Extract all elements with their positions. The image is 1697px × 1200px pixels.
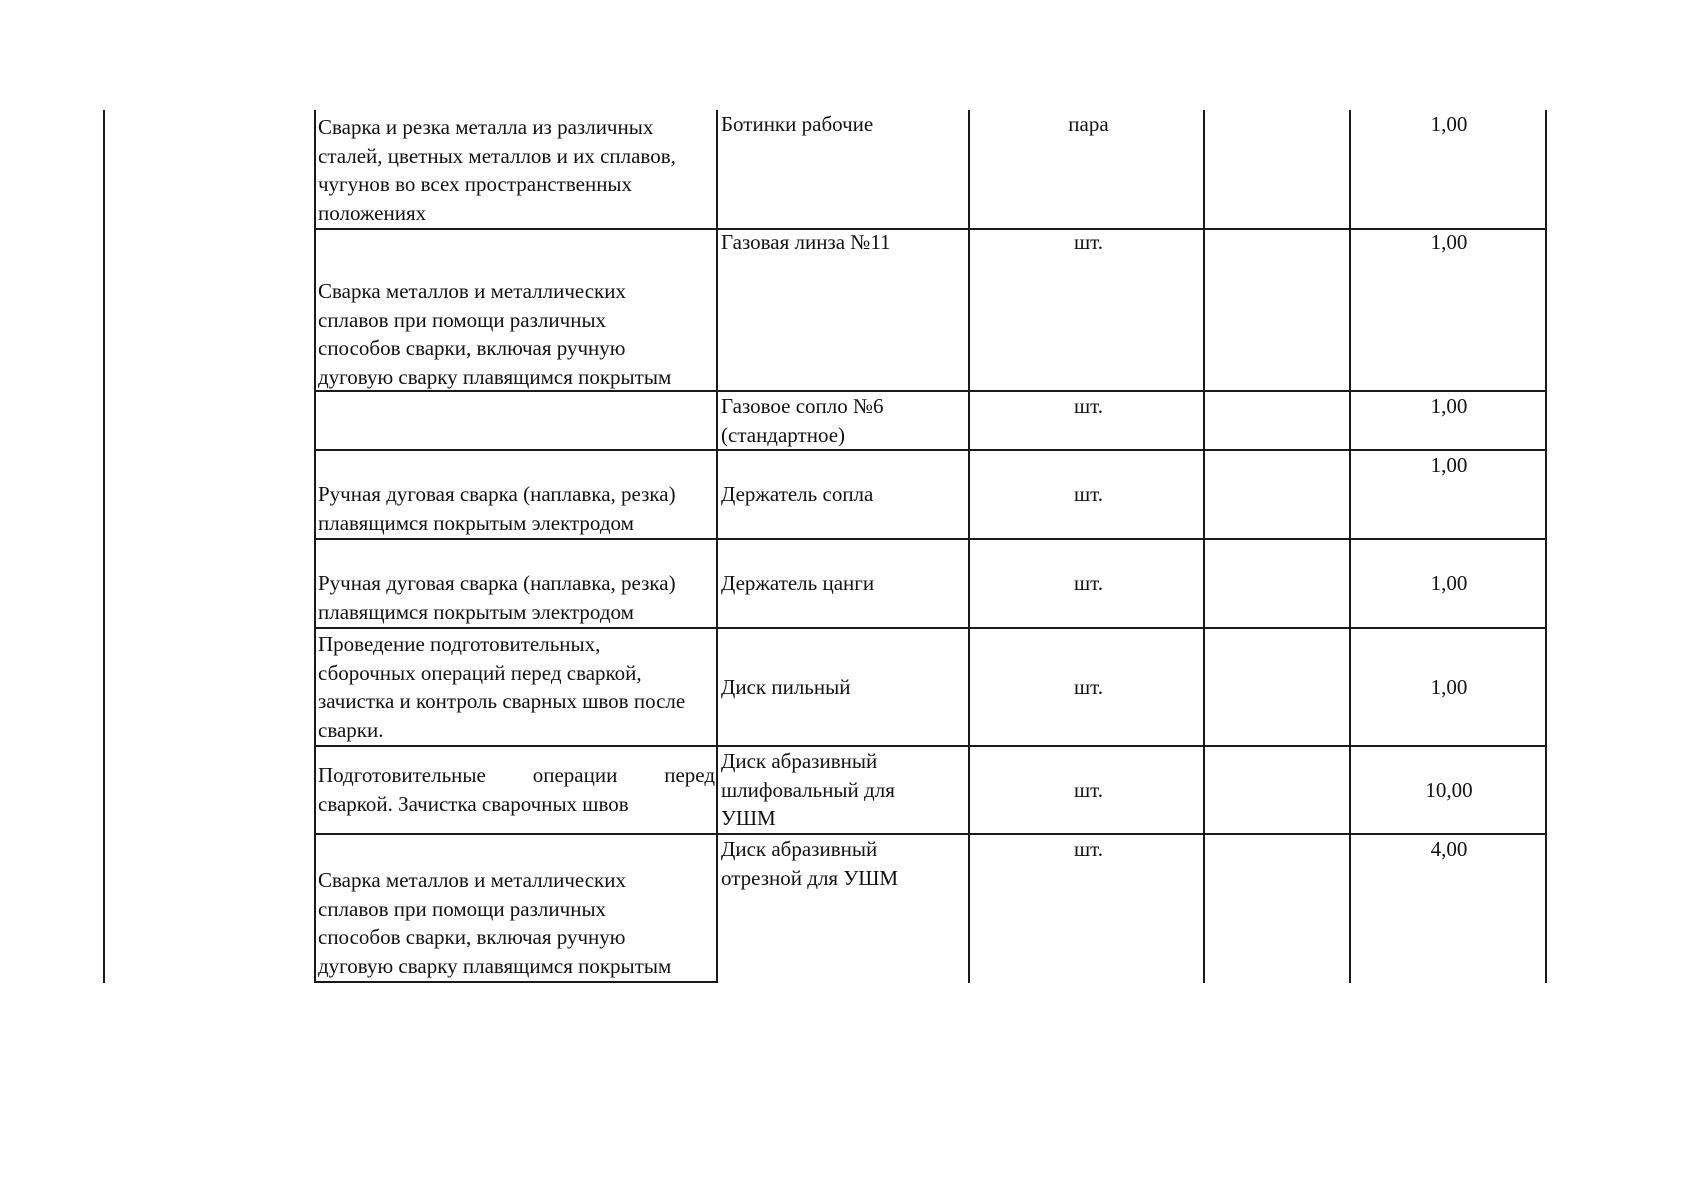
- unit-value: пара: [1068, 112, 1109, 136]
- column-divider-item: [716, 110, 718, 983]
- quantity-value: 1,00: [1430, 675, 1468, 699]
- left-border-line: [103, 110, 105, 983]
- row-separator: [314, 627, 1547, 629]
- work-description: Сварка и резка металла из различных сталей, цветных металлов и их сплавов, чугунов во всех пространственных положениях: [318, 115, 676, 225]
- quantity-value: 1,00: [1430, 394, 1468, 418]
- item-name: Держатель сопла: [721, 482, 874, 506]
- work-description-line: сваркой. Зачистка сварочных швов: [318, 791, 629, 816]
- unit-value: шт.: [1073, 837, 1104, 861]
- item-name: Диск пильный: [721, 675, 851, 699]
- item-name: Ботинки рабочие: [721, 112, 874, 136]
- row-separator: [314, 538, 1547, 540]
- unit-value: шт.: [1073, 230, 1104, 254]
- table-bottom-line: [314, 981, 717, 983]
- unit-value: шт.: [1073, 571, 1104, 595]
- quantity-value: 4,00: [1430, 837, 1468, 861]
- work-description: Ручная дуговая сварка (наплавка, резка) плавящимся покрытым электродом: [318, 482, 676, 535]
- work-description: Проведение подготовительных, сборочных операций перед сваркой, зачистка и контроль сварных швов после сварки.: [318, 632, 686, 742]
- quantity-value: 10,00: [1425, 778, 1473, 802]
- quantity-value: 1,00: [1430, 453, 1468, 477]
- unit-value: шт.: [1073, 675, 1104, 699]
- work-description: Сварка металлов и металлических сплавов при помощи различных способов сварки, включая ручную дуговую сварку плавящимся покрытым: [318, 868, 672, 978]
- item-name: Диск абразивный шлифовальный для УШМ: [721, 749, 895, 830]
- unit-value: шт.: [1073, 778, 1104, 802]
- quantity-value: 1,00: [1430, 112, 1468, 136]
- work-description: [318, 761, 715, 818]
- item-name: Держатель цанги: [721, 571, 875, 595]
- item-name: Диск абразивный отрезной для УШМ: [721, 837, 899, 890]
- unit-value: шт.: [1073, 394, 1104, 418]
- work-description: Сварка металлов и металлических сплавов при помощи различных способов сварки, включая ручную дуговую сварку плавящимся покрытым: [318, 279, 672, 389]
- column-divider-unit: [968, 110, 970, 983]
- unit-value: шт.: [1073, 482, 1104, 506]
- item-name: Газовое сопло №6 (стандартное): [721, 394, 884, 447]
- column-divider-work: [314, 110, 316, 983]
- quantity-value: 1,00: [1430, 571, 1468, 595]
- work-description: Ручная дуговая сварка (наплавка, резка) плавящимся покрытым электродом: [318, 571, 676, 624]
- quantity-value: 1,00: [1430, 230, 1468, 254]
- work-description-line: Подготовительные операции перед: [318, 763, 715, 787]
- item-name: Газовая линза №11: [721, 230, 891, 254]
